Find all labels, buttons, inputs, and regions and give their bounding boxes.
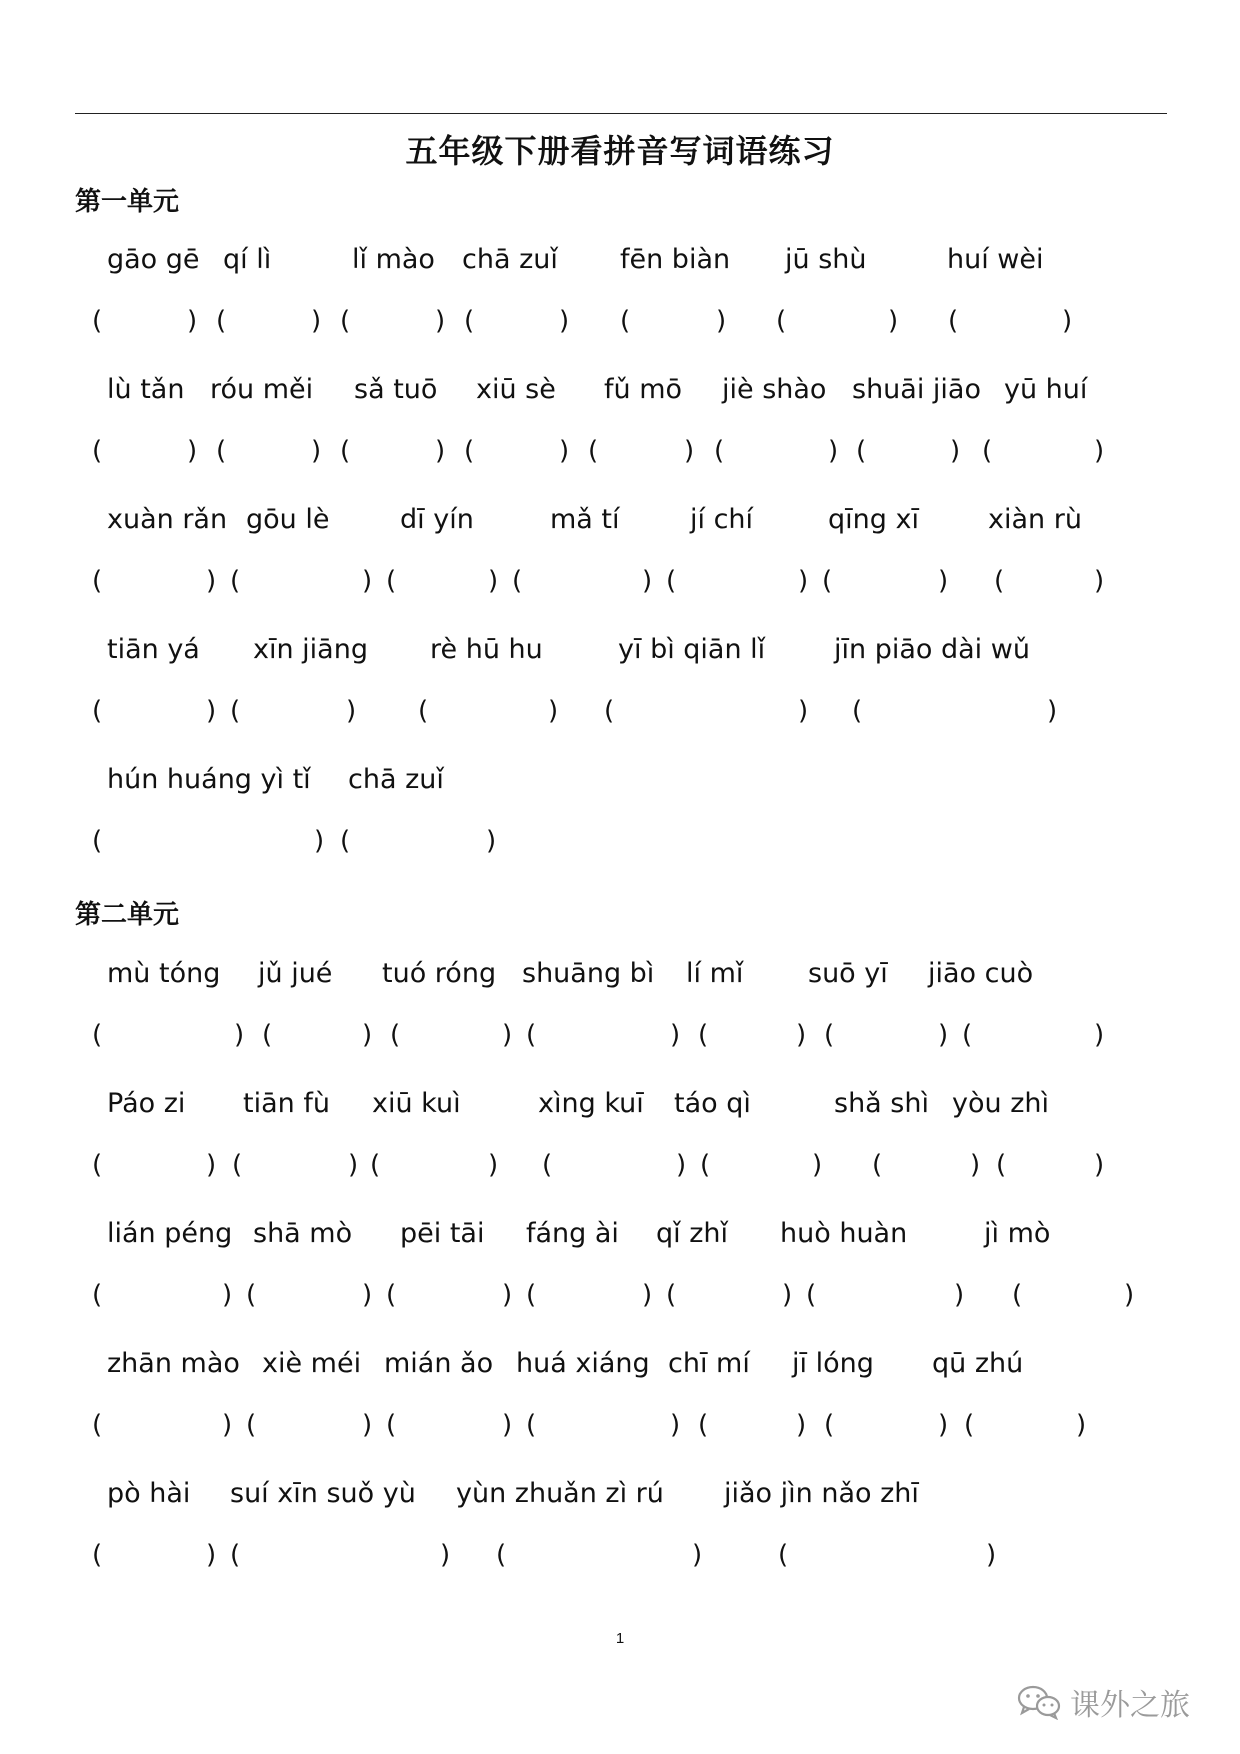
pinyin-word: huí wèi	[947, 244, 1044, 275]
pinyin-word: shǎ shì	[834, 1088, 929, 1119]
answer-bracket-open: (	[386, 566, 397, 596]
answer-bracket-close: )	[435, 436, 446, 466]
answer-bracket-open: (	[246, 1410, 257, 1440]
answer-bracket-open: (	[92, 1020, 103, 1050]
pinyin-word: pēi tāi	[400, 1218, 485, 1249]
answer-bracket-close: )	[187, 436, 198, 466]
answer-bracket-open: (	[246, 1280, 257, 1310]
unit-heading: 第一单元	[75, 187, 180, 217]
pinyin-word: lián péng	[107, 1218, 233, 1249]
pinyin-word: mǎ tí	[550, 504, 620, 535]
answer-bracket-close: )	[187, 306, 198, 336]
answer-bracket-close: )	[548, 696, 559, 726]
answer-bracket-open: (	[1012, 1280, 1023, 1310]
answer-bracket-open: (	[526, 1020, 537, 1050]
answer-bracket-open: (	[948, 306, 959, 336]
answer-bracket-open: (	[620, 306, 631, 336]
wechat-icon	[1016, 1684, 1062, 1720]
answer-bracket-open: (	[92, 566, 103, 596]
pinyin-word: shā mò	[253, 1218, 353, 1249]
answer-bracket-close: )	[362, 1280, 373, 1310]
answer-bracket-open: (	[698, 1020, 709, 1050]
answer-bracket-close: )	[222, 1280, 233, 1310]
answer-bracket-close: )	[346, 696, 357, 726]
answer-bracket-close: )	[488, 1150, 499, 1180]
answer-bracket-close: )	[954, 1280, 965, 1310]
pinyin-word: dī yín	[400, 504, 474, 535]
pinyin-word: xiàn rù	[988, 504, 1082, 535]
pinyin-word: jì mò	[984, 1218, 1051, 1249]
pinyin-word: chī mí	[668, 1348, 750, 1379]
pinyin-word: mián ǎo	[384, 1348, 494, 1379]
answer-bracket-close: )	[488, 566, 499, 596]
answer-bracket-open: (	[666, 1280, 677, 1310]
answer-bracket-open: (	[340, 826, 351, 856]
answer-bracket-open: (	[698, 1410, 709, 1440]
page-title: 五年级下册看拼音写词语练习	[405, 132, 835, 170]
pinyin-word: huò huàn	[780, 1218, 908, 1249]
answer-bracket-open: (	[92, 696, 103, 726]
answer-bracket-close: )	[502, 1410, 513, 1440]
answer-bracket-open: (	[340, 436, 351, 466]
answer-bracket-open: (	[852, 696, 863, 726]
answer-bracket-open: (	[526, 1410, 537, 1440]
answer-bracket-close: )	[1062, 306, 1073, 336]
answer-bracket-close: )	[206, 1540, 217, 1570]
pinyin-word: rè hū hu	[430, 634, 543, 665]
pinyin-word: qū zhú	[932, 1348, 1024, 1379]
pinyin-word: tuó róng	[382, 958, 497, 989]
answer-bracket-close: )	[502, 1020, 513, 1050]
pinyin-word: shuāi jiāo	[852, 374, 981, 405]
pinyin-word: táo qì	[674, 1088, 751, 1119]
pinyin-word: jū shù	[785, 244, 867, 275]
pinyin-word: mù tóng	[107, 958, 221, 989]
answer-bracket-open: (	[92, 1540, 103, 1570]
answer-bracket-open: (	[526, 1280, 537, 1310]
answer-bracket-open: (	[92, 436, 103, 466]
answer-bracket-close: )	[206, 566, 217, 596]
pinyin-word: shuāng bì	[522, 958, 655, 989]
answer-bracket-close: )	[234, 1020, 245, 1050]
answer-bracket-close: )	[222, 1410, 233, 1440]
answer-bracket-open: (	[386, 1280, 397, 1310]
answer-bracket-close: )	[970, 1150, 981, 1180]
answer-bracket-close: )	[676, 1150, 687, 1180]
pinyin-word: gōu lè	[246, 504, 330, 535]
pinyin-word: Páo zi	[107, 1088, 186, 1119]
answer-bracket-close: )	[362, 1410, 373, 1440]
answer-bracket-close: )	[938, 566, 949, 596]
answer-bracket-open: (	[778, 1540, 789, 1570]
pinyin-word: fēn biàn	[620, 244, 731, 275]
answer-bracket-open: (	[824, 1020, 835, 1050]
answer-bracket-close: )	[828, 436, 839, 466]
answer-bracket-close: )	[986, 1540, 997, 1570]
pinyin-word: suō yī	[808, 958, 888, 989]
answer-bracket-close: )	[642, 566, 653, 596]
answer-bracket-open: (	[216, 436, 227, 466]
watermark	[1016, 1680, 1190, 1724]
answer-bracket-open: (	[230, 566, 241, 596]
answer-bracket-open: (	[776, 306, 787, 336]
answer-bracket-open: (	[232, 1150, 243, 1180]
answer-bracket-open: (	[604, 696, 615, 726]
answer-bracket-close: )	[206, 1150, 217, 1180]
answer-bracket-close: )	[1094, 436, 1105, 466]
answer-bracket-open: (	[962, 1020, 973, 1050]
answer-bracket-open: (	[464, 436, 475, 466]
answer-bracket-close: )	[1094, 566, 1105, 596]
answer-bracket-close: )	[716, 306, 727, 336]
answer-bracket-close: )	[938, 1020, 949, 1050]
answer-bracket-close: )	[559, 306, 570, 336]
answer-bracket-open: (	[700, 1150, 711, 1180]
answer-bracket-open: (	[92, 1280, 103, 1310]
answer-bracket-close: )	[938, 1410, 949, 1440]
answer-bracket-close: )	[502, 1280, 513, 1310]
answer-bracket-open: (	[92, 1150, 103, 1180]
pinyin-word: qīng xī	[828, 504, 919, 535]
answer-bracket-open: (	[390, 1020, 401, 1050]
answer-bracket-open: (	[370, 1150, 381, 1180]
pinyin-word: suí xīn suǒ yù	[230, 1478, 416, 1509]
answer-bracket-close: )	[670, 1020, 681, 1050]
pinyin-word: huá xiáng	[516, 1348, 650, 1379]
pinyin-word: yī bì qiān lǐ	[618, 634, 766, 665]
pinyin-word: lí mǐ	[686, 958, 744, 989]
answer-bracket-close: )	[435, 306, 446, 336]
answer-bracket-close: )	[1094, 1020, 1105, 1050]
pinyin-word: sǎ tuō	[354, 374, 438, 405]
answer-bracket-open: (	[262, 1020, 273, 1050]
pinyin-word: jiè shào	[722, 374, 827, 405]
unit-heading: 第二单元	[75, 900, 180, 930]
pinyin-word: fáng ài	[526, 1218, 619, 1249]
answer-bracket-open: (	[542, 1150, 553, 1180]
answer-bracket-close: )	[692, 1540, 703, 1570]
answer-bracket-open: (	[964, 1410, 975, 1440]
pinyin-word: hún huáng yì tǐ	[107, 764, 311, 795]
pinyin-word: xuàn rǎn	[107, 504, 228, 535]
pinyin-word: qǐ zhǐ	[656, 1218, 729, 1249]
pinyin-word: jī lóng	[792, 1348, 874, 1379]
pinyin-word: fǔ mō	[604, 374, 683, 405]
answer-bracket-open: (	[872, 1150, 883, 1180]
answer-bracket-close: )	[362, 566, 373, 596]
answer-bracket-open: (	[386, 1410, 397, 1440]
answer-bracket-close: )	[1047, 696, 1058, 726]
watermark-text: 课外之旅	[1070, 1688, 1190, 1723]
answer-bracket-open: (	[994, 566, 1005, 596]
answer-bracket-open: (	[806, 1280, 817, 1310]
answer-bracket-open: (	[230, 696, 241, 726]
pinyin-word: xìng kuī	[538, 1088, 644, 1119]
answer-bracket-close: )	[642, 1280, 653, 1310]
answer-bracket-open: (	[588, 436, 599, 466]
answer-bracket-open: (	[666, 566, 677, 596]
answer-bracket-close: )	[1094, 1150, 1105, 1180]
pinyin-word: yùn zhuǎn zì rú	[456, 1478, 664, 1509]
answer-bracket-open: (	[92, 306, 103, 336]
pinyin-word: yòu zhì	[952, 1088, 1049, 1119]
answer-bracket-close: )	[559, 436, 570, 466]
pinyin-word: gāo gē	[107, 244, 200, 275]
pinyin-word: yū huí	[1004, 374, 1088, 405]
answer-bracket-close: )	[206, 696, 217, 726]
answer-bracket-open: (	[714, 436, 725, 466]
answer-bracket-open: (	[822, 566, 833, 596]
answer-bracket-open: (	[996, 1150, 1007, 1180]
answer-bracket-close: )	[440, 1540, 451, 1570]
pinyin-word: xiū kuì	[372, 1088, 461, 1119]
pinyin-word: chā zuǐ	[462, 244, 558, 275]
answer-bracket-open: (	[512, 566, 523, 596]
answer-bracket-open: (	[824, 1410, 835, 1440]
pinyin-word: róu měi	[210, 374, 314, 405]
pinyin-word: lù tǎn	[107, 374, 185, 405]
pinyin-word: tiān yá	[107, 634, 200, 665]
answer-bracket-close: )	[888, 306, 899, 336]
answer-bracket-open: (	[496, 1540, 507, 1570]
pinyin-word: xiè méi	[262, 1348, 362, 1379]
answer-bracket-close: )	[796, 1020, 807, 1050]
pinyin-word: tiān fù	[243, 1088, 330, 1119]
pinyin-word: jīn piāo dài wǔ	[834, 634, 1030, 665]
pinyin-word: xīn jiāng	[253, 634, 368, 665]
answer-bracket-close: )	[311, 436, 322, 466]
pinyin-word: jǔ jué	[258, 958, 333, 989]
header-rule	[75, 113, 1167, 114]
pinyin-word: jí chí	[690, 504, 754, 535]
pinyin-word: qí lì	[223, 244, 272, 275]
answer-bracket-open: (	[92, 1410, 103, 1440]
pinyin-word: jiāo cuò	[928, 958, 1034, 989]
answer-bracket-open: (	[230, 1540, 241, 1570]
answer-bracket-open: (	[982, 436, 993, 466]
answer-bracket-close: )	[782, 1280, 793, 1310]
answer-bracket-close: )	[348, 1150, 359, 1180]
pinyin-word: pò hài	[107, 1478, 191, 1509]
pinyin-word: xiū sè	[476, 374, 556, 405]
answer-bracket-open: (	[92, 826, 103, 856]
answer-bracket-close: )	[684, 436, 695, 466]
answer-bracket-open: (	[856, 436, 867, 466]
answer-bracket-close: )	[311, 306, 322, 336]
answer-bracket-open: (	[464, 306, 475, 336]
answer-bracket-close: )	[670, 1410, 681, 1440]
answer-bracket-close: )	[798, 566, 809, 596]
answer-bracket-close: )	[314, 826, 325, 856]
answer-bracket-close: )	[1076, 1410, 1087, 1440]
answer-bracket-close: )	[486, 826, 497, 856]
pinyin-word: zhān mào	[107, 1348, 240, 1379]
answer-bracket-close: )	[362, 1020, 373, 1050]
pinyin-word: lǐ mào	[352, 244, 435, 275]
answer-bracket-open: (	[340, 306, 351, 336]
answer-bracket-close: )	[812, 1150, 823, 1180]
answer-bracket-close: )	[1124, 1280, 1135, 1310]
answer-bracket-open: (	[216, 306, 227, 336]
answer-bracket-close: )	[798, 696, 809, 726]
answer-bracket-close: )	[950, 436, 961, 466]
pinyin-word: chā zuǐ	[348, 764, 444, 795]
pinyin-word: jiǎo jìn nǎo zhī	[724, 1478, 919, 1509]
answer-bracket-close: )	[796, 1410, 807, 1440]
answer-bracket-open: (	[418, 696, 429, 726]
page-number: 1	[615, 1630, 625, 1647]
